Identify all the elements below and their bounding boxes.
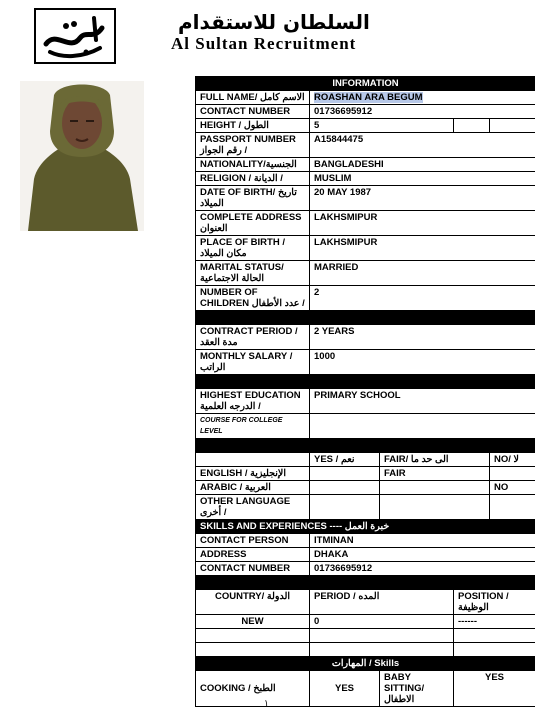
monthly-salary-value: 1000 [310,350,535,375]
contact-person-value: ITMINAN [310,534,535,548]
contact-number-label: CONTACT NUMBER [196,105,310,119]
cooking-value: YES [310,671,380,707]
contract-period-label: CONTRACT PERIOD / مدة العقد [196,325,310,350]
contact-number-value: 01736695912 [310,105,535,119]
dob-value: 20 MAY 1987 [310,186,535,211]
religion-value: MUSLIM [310,172,535,186]
marital-status-value: MARRIED [310,261,535,286]
ref-address-value: DHAKA [310,548,535,562]
education-value: PRIMARY SCHOOL [310,389,535,414]
english-fair-value: FAIR [380,467,490,481]
position-header: POSITION / الوظيفة [454,590,535,615]
other-language-label: OTHER LANGUAGE أخرى / [196,495,310,520]
contract-period-value: 2 YEARS [310,325,535,350]
language-no-header: NO/ لا [490,453,535,467]
section-divider [196,311,535,325]
passport-value: A15844475 [310,133,535,158]
monthly-salary-label: MONTHLY SALARY / الراتب [196,350,310,375]
full-name-value: ROASHAN ARA BEGUM [314,92,423,103]
al-sultan-logo-icon [34,8,116,64]
english-label: ENGLISH / الإنجليزية [196,467,310,481]
work-period-value: 0 [310,615,454,629]
brand-arabic-name: السلطان للاستقدام [178,10,370,34]
dob-label: DATE OF BIRTH/ تاريخ الميلاد [196,186,310,211]
college-course-label: COURSE FOR COLLEGE LEVEL [196,414,310,439]
contact-person-label: CONTACT PERSON [196,534,310,548]
section-divider [196,576,535,590]
full-name-label: FULL NAME/ الاسم كامل [196,91,310,105]
page-number: ١ [264,698,269,708]
arabic-no-value: NO [490,481,535,495]
information-header: INFORMATION [196,77,535,91]
height-value: 5 [310,119,454,133]
marital-status-label: MARITAL STATUS/ الحالة الاجتماعية [196,261,310,286]
nationality-label: NATIONALITY/الجنسية [196,158,310,172]
children-label: NUMBER OF CHILDREN عدد الأطفال / [196,286,310,311]
country-header: COUNTRY/ الدولة [196,590,310,615]
place-of-birth-value: LAKHSMIPUR [310,236,535,261]
ref-contact-number-value: 01736695912 [310,562,535,576]
baby-sitting-label: BABY SITTING/ الاطفال [380,671,454,707]
nationality-value: BANGLADESHI [310,158,535,172]
passport-label: PASSPORT NUMBER رقم الجواز / [196,133,310,158]
ref-address-label: ADDRESS [196,548,310,562]
section-divider [196,375,535,389]
religion-label: RELIGION / الديانة / [196,172,310,186]
place-of-birth-label: PLACE OF BIRTH / مكان الميلاد [196,236,310,261]
address-label: COMPLETE ADDRESS العنوان [196,211,310,236]
brand-english-name: Al Sultan Recruitment [171,34,357,53]
education-label: HIGHEST EDUCATION الدرجه العلمية / [196,389,310,414]
address-value: LAKHSMIPUR [310,211,535,236]
children-value: 2 [310,286,535,311]
section-divider [196,439,535,453]
arabic-label: ARABIC / العربية [196,481,310,495]
baby-sitting-value: YES [454,671,535,707]
skills-header: المهارات / Skills [196,657,535,671]
language-fair-header: FAIR/ الى حد ما [380,453,490,467]
work-position-value: ------ [454,615,535,629]
skills-experiences-header: SKILLS AND EXPERIENCES ---- خبرة العمل [196,520,535,534]
cooking-label: COOKING / الطبخ [196,671,310,707]
height-label: HEIGHT / الطول [196,119,310,133]
candidate-information-table [195,76,535,707]
language-yes-header: YES / نعم [310,453,380,467]
period-header: PERIOD / المده [310,590,454,615]
ref-contact-number-label: CONTACT NUMBER [196,562,310,576]
candidate-photo [20,81,144,231]
work-country-value: NEW [196,615,310,629]
